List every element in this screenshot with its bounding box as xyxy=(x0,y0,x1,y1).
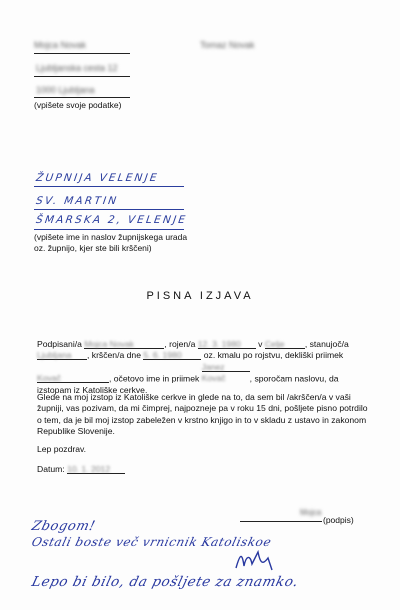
sender-line-1 xyxy=(34,53,130,54)
date-field xyxy=(67,464,125,474)
field-residence-value: Ljubljana xyxy=(37,350,72,361)
field-maiden-name xyxy=(37,373,109,383)
sender-line-3 xyxy=(34,97,130,98)
text-residing: , stanujoč/a xyxy=(304,339,349,349)
sender-note: (vpišete svoje podatke) xyxy=(34,100,122,110)
recipient-line-2: SV. MARTIN xyxy=(35,195,120,207)
recipient-line-3: ŠMARSKA 2, VELENJE xyxy=(35,214,188,226)
text-baptized: , krščen/a dne xyxy=(87,350,141,361)
text-leave-church: izstopam iz Katoliške cerkve. xyxy=(37,384,148,395)
text-father: , očetovo ime in priimek xyxy=(109,373,200,384)
sender-name2-redacted: Tomaz Novak xyxy=(200,40,255,50)
sender-name-redacted: Mojca Novak xyxy=(34,40,87,50)
sender-address-redacted: Ljubljanska cesta 12 xyxy=(36,63,118,73)
handwritten-line-2: Ostali boste več vrnicnik Katoliskoe xyxy=(30,535,274,549)
field-residence xyxy=(37,350,87,360)
field-baptism-date-value: 5. 6. 1980 xyxy=(143,350,182,361)
date-row xyxy=(37,464,372,475)
greeting xyxy=(37,444,372,455)
greeting-text: Lep pozdrav. xyxy=(37,444,87,454)
recipient-underline-2 xyxy=(34,209,184,210)
field-father-name-value: Janez Kovač xyxy=(201,361,226,384)
request-text: Glede na moj izstop iz Katoliške cerkve in glede na to, da sem bil /akrščen/a v vaši župniji, vas pozivam, da mi čimprej, najpozneje pa v roku 15 dni, pošljete pisno potrdilo o tem, da je bil moj izstop zabeležen v krstno knjigo in to v skladu z ustavo in zakonom Republike Slovenije. xyxy=(37,392,368,437)
field-maiden-name-value: Kovač xyxy=(37,373,61,384)
field-birthdate-value: 12. 3. 1980 xyxy=(197,339,241,349)
recipient-note-1: (vpišete ime in naslov župnijskega urada xyxy=(34,232,188,242)
document-title: PISNA IZJAVA xyxy=(146,290,254,302)
field-father-name xyxy=(201,361,250,384)
text-maiden: oz. kmalu po rojstvu, dekliški priimek xyxy=(203,350,344,361)
field-birthplace xyxy=(265,339,305,349)
field-baptism-date xyxy=(143,350,201,360)
recipient-underline-3 xyxy=(34,229,184,230)
field-name xyxy=(84,339,164,349)
text-in: v xyxy=(258,339,263,349)
field-name-value: Mojca Novak xyxy=(84,339,134,349)
recipient-underline-1 xyxy=(34,186,184,187)
recipient-line-1: ŽUPNIJA VELENJE xyxy=(35,172,160,184)
date-label: Datum: xyxy=(37,464,65,474)
text-inform: , sporočam naslovu, da xyxy=(249,373,339,384)
signature-redacted: Mojca xyxy=(300,508,322,517)
handwritten-line-3: Lepo bi bilo, da pošljete za znamko. xyxy=(30,574,301,590)
field-birthdate xyxy=(198,339,256,349)
handwritten-line-1: Zbogom! xyxy=(30,519,97,534)
signature-label: (podpis) xyxy=(323,515,354,525)
recipient-note-2: oz. župnijo, kjer ste bili krščeni) xyxy=(34,243,152,253)
sender-line-2 xyxy=(34,76,130,77)
statement-paragraph-2 xyxy=(37,392,372,438)
text-born: , rojen/a xyxy=(164,339,196,349)
statement-paragraph-1 xyxy=(37,339,372,396)
signature-line xyxy=(240,521,322,522)
date-value: 10. 1. 2012 xyxy=(67,464,111,474)
sender-city-redacted: 1000 Ljubljana xyxy=(36,85,95,95)
field-birthplace-value: Celje xyxy=(264,339,285,349)
initials-scribble-icon xyxy=(232,548,276,574)
text-undersigned: Podpisani/a xyxy=(37,339,82,349)
